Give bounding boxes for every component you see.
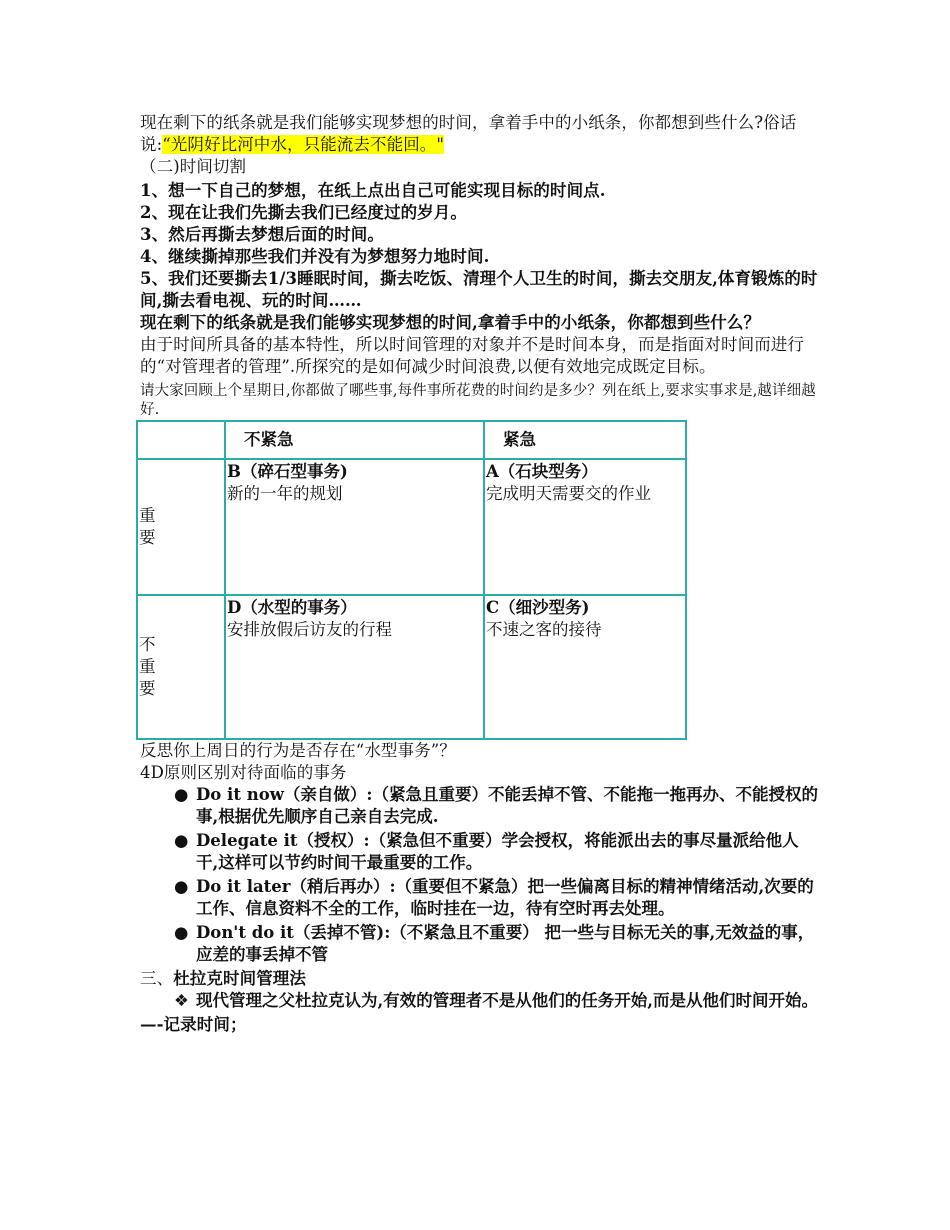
quadrant-b-title: B（碎石型事务) (227, 462, 348, 481)
row-label-important: 重要 (137, 459, 225, 595)
intro-text: 现在剩下的纸条就是我们能够实现梦想的时间，拿着手中的小纸条，你都想到些什么?俗话说: (140, 113, 797, 154)
quadrant-b (225, 459, 484, 595)
bullet-icon: ● (174, 785, 189, 804)
step-1: 1、想一下自己的梦想，在纸上点出自己可能实现目标的时间点. (140, 181, 606, 200)
management-paragraph: 由于时间所具备的基本特性，所以时间管理的对象并不是时间本身，而是指面对时间而进行的“对管理者的管理”.所探究的是如何减少时间浪费,以便有效地完成既定目标。 (140, 335, 804, 376)
matrix-row-not-important (137, 595, 686, 739)
list-item: ❖ 现代管理之父杜拉克认为,有效的管理者不是从他们的任务开始,而是从他们时间开始。 (174, 991, 818, 1010)
time-matrix-table (136, 420, 687, 740)
quadrant-a-item: 完成明天需要交的作业 (486, 484, 651, 503)
quadrant-b-item: 新的一年的规划 (227, 484, 343, 503)
step-4: 4、继续撕掉那些我们并没有为梦想努力地时间. (140, 247, 490, 266)
review-instruction: 请大家回顾上个星期日,你都做了哪些事,每件事所花费的时间约是多少？列在纸上,要求实事求是,越详细越好. (140, 383, 816, 418)
row-label-not-important: 不重要 (137, 595, 225, 739)
list-item: ● Do it later（稍后再办）:（重要但不紧急）把一些偏离目标的精神情绪活动,次要的工作、信息资料不全的工作，临时挂在一边，待有空时再去处理。 (174, 877, 814, 918)
document-page (140, 112, 820, 1036)
bullet-icon: ● (174, 877, 189, 896)
quadrant-a (484, 459, 686, 595)
principle-4d-heading: 4D原则区别对待面临的事务 (140, 763, 347, 782)
quadrant-d (225, 595, 484, 739)
section-3-number: 三、 (140, 969, 174, 988)
quadrant-d-title: D（水型的事务） (227, 598, 357, 617)
intro-paragraph (140, 112, 820, 156)
list-item: ● Delegate it（授权）:（紧急但不重要）学会授权，将能派出去的事尽量派给他人干,这样可以节约时间干最重要的工作。 (174, 831, 799, 872)
quadrant-c (484, 595, 686, 739)
list-item: ● Don't do it（丢掉不管):（不紧急且不重要） 把一些与目标无关的事,无效益的事，应差的事丢掉不管 (174, 923, 815, 964)
quadrant-c-item: 不速之客的接待 (486, 620, 602, 639)
diamond-bullet-icon: ❖ (174, 991, 189, 1010)
step-5: 5、我们还要撕去1/3睡眠时间，撕去吃饭、清理个人卫生的时间，撕去交朋友,体育锻炼的时间,撕去看电视、玩的时间…… (140, 269, 818, 310)
highlighted-proverb: “光阴好比河中水，只能流去不能回。" (162, 135, 445, 154)
record-time-line: —-记录时间； (140, 1015, 247, 1034)
section-3-title: 杜拉克时间管理法 (173, 969, 307, 988)
bullet-icon: ● (174, 923, 189, 942)
drucker-list (140, 990, 820, 1012)
header-urgent: 紧急 (484, 421, 686, 459)
step-2: 2、现在让我们先撕去我们已经度过的岁月。 (140, 203, 467, 222)
step-3: 3、然后再撕去梦想后面的时间。 (140, 225, 384, 244)
principle-4d-list (140, 784, 820, 966)
matrix-corner-cell (137, 421, 225, 459)
section-3-heading (140, 968, 820, 990)
step-summary: 现在剩下的纸条就是我们能够实现梦想的时间,拿着手中的小纸条，你都想到些什么？ (140, 313, 761, 332)
list-item: ● Do it now（亲自做）:（紧急且重要）不能丢掉不管、不能拖一拖再办、不能授权的事,根据优先顺序自己亲自去完成. (174, 785, 818, 826)
matrix-header-row (137, 421, 686, 459)
matrix-row-important (137, 459, 686, 595)
section-heading-time-cutting: （二)时间切割 (140, 157, 247, 176)
reflection-question: 反思你上周日的行为是否存在“水型事务”？ (140, 741, 456, 760)
quadrant-d-item: 安排放假后访友的行程 (227, 620, 392, 639)
quadrant-c-title: C（细沙型务) (486, 598, 590, 617)
header-not-urgent: 不紧急 (225, 421, 484, 459)
quadrant-a-title: A（石块型务） (486, 462, 598, 481)
bullet-icon: ● (174, 831, 189, 850)
